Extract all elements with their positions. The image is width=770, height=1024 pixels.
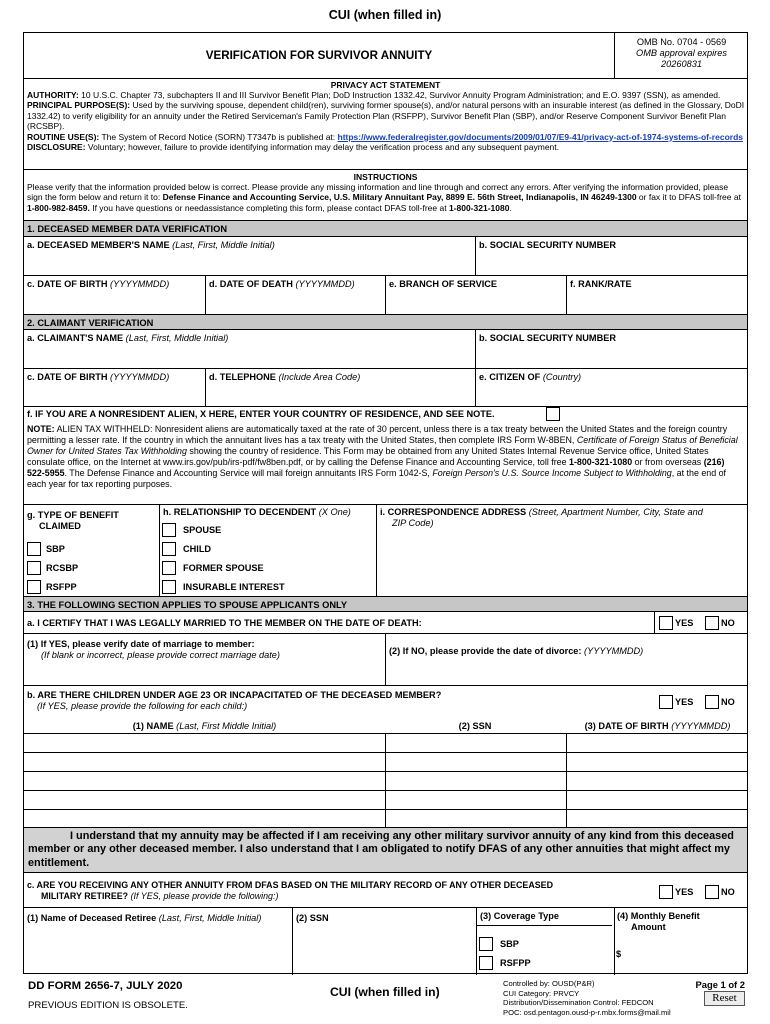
benefit-type-label: g. TYPE OF BENEFIT CLAIMED <box>27 510 119 531</box>
divorce-date-label: (2) If NO, please provide the date of divorce: (YYYYMMDD) <box>389 646 644 656</box>
rcsbp-checkbox[interactable] <box>27 561 41 575</box>
insurable-interest-checkbox[interactable] <box>162 580 176 594</box>
children-yes-label: YES <box>675 697 694 707</box>
form-number: DD FORM 2656-7, JULY 2020 <box>28 980 183 992</box>
monthly-benefit-label: (4) Monthly Benefit Amount <box>617 911 700 932</box>
nonresident-checkbox[interactable] <box>546 407 560 421</box>
page-number: Page 1 of 2 <box>695 979 745 990</box>
other-annuity-no-label: NO <box>721 887 735 897</box>
form-title: VERIFICATION FOR SURVIVOR ANNUITY <box>205 49 433 62</box>
address-label: i. CORRESPONDENCE ADDRESS (Street, Apartment Number, City, State and ZIP Code) <box>380 507 703 528</box>
children-yes-checkbox[interactable] <box>659 695 673 709</box>
telephone-label: d. TELEPHONE (Include Area Code) <box>209 372 361 382</box>
coverage-rsfpp-checkbox[interactable] <box>479 956 493 970</box>
instructions-heading: INSTRUCTIONS <box>353 172 418 182</box>
table-row <box>24 771 747 772</box>
table-row <box>24 790 747 791</box>
claimant-name-label: a. CLAIMANT'S NAME (Last, First, Middle Initial) <box>27 333 229 343</box>
section-2-heading: 2. CLAIMANT VERIFICATION <box>24 314 747 330</box>
reset-button[interactable]: Reset <box>704 991 745 1006</box>
nonresident-label: f. IF YOU ARE A NONRESIDENT ALIEN, X HERE, ENTER YOUR COUNTRY OF RESIDENCE, AND SEE NOTE. <box>27 409 495 419</box>
coverage-sbp-label: SBP <box>500 939 519 949</box>
sbp-checkbox[interactable] <box>27 542 41 556</box>
married-no-checkbox[interactable] <box>705 616 719 630</box>
omb-approval: OMB approval expires <box>636 48 727 58</box>
deceased-dod-label: d. DATE OF DEATH (YYYYMMDD) <box>209 279 355 289</box>
married-yes-checkbox[interactable] <box>659 616 673 630</box>
cui-control-block: Controlled by: OUSD(P&R) CUI Category: PRVCY Distribution/Dissemination Control: FEDCON POC: osd.pentagon.ousd-p-r.mbx.forms@mail.mil <box>503 979 671 1017</box>
other-annuity-statement: I understand that my annuity may be affected if I am receiving any other military survivor annuity of any kind from this deceased member or any other deceased member. I also understand that I am obligated to notify DFAS of any other annuities that might affect my entitlement. <box>24 827 747 873</box>
child-ssn-col: (2) SSN <box>458 721 492 731</box>
child-checkbox[interactable] <box>162 542 176 556</box>
spouse-checkbox[interactable] <box>162 523 176 537</box>
coverage-rsfpp-label: RSFPP <box>500 958 531 968</box>
section-1-heading: 1. DECEASED MEMBER DATA VERIFICATION <box>24 220 747 237</box>
other-annuity-yes-checkbox[interactable] <box>659 885 673 899</box>
former-spouse-checkbox[interactable] <box>162 561 176 575</box>
sorn-link[interactable]: https://www.federalregister.gov/documents/2009/01/07/E9-41/privacy-act-of-1974-systems-of-records <box>337 131 743 142</box>
claimant-dob-label: c. DATE OF BIRTH (YYYYMMDD) <box>27 372 170 382</box>
married-no-label: NO <box>721 618 735 628</box>
instructions-body: Please verify that the information provided below is correct. Please provide any missing information and line through and correct any errors. After verifying the information provided, please sign the form below and return it to: Defense Finance and Accounting Service, U.S. Military Annuitant Pay, 8899 E. 56th Street, Indianapolis, IN 46249-1300 or fax it to DFAS toll-free at 1-800-982-8459. If you have questions or needassistance completing this form, please contact DFAS toll-free at 1-800-321-1080. <box>27 182 741 213</box>
rsfpp-label: RSFPP <box>46 582 77 592</box>
rsfpp-checkbox[interactable] <box>27 580 41 594</box>
deceased-ssn-label: b. SOCIAL SECURITY NUMBER <box>479 240 616 250</box>
branch-label: e. BRANCH OF SERVICE <box>389 279 498 289</box>
citizen-label: e. CITIZEN OF (Country) <box>479 372 582 382</box>
section-3-heading: 3. THE FOLLOWING SECTION APPLIES TO SPOUSE APPLICANTS ONLY <box>24 596 747 612</box>
other-annuity-label: c. ARE YOU RECEIVING ANY OTHER ANNUITY FROM DFAS BASED ON THE MILITARY RECORD OF ANY OTHER DECEASED MILITARY RETIREE? (If YES, please provide the following:) <box>27 880 553 901</box>
coverage-sbp-checkbox[interactable] <box>479 937 493 951</box>
previous-edition: PREVIOUS EDITION IS OBSOLETE. <box>28 1000 188 1011</box>
privacy-body: AUTHORITY: 10 U.S.C. Chapter 73, subchapters II and III Survivor Benefit Plan; DoD Instruction 1332.42, Survivor Annuity Program Administration; and E.O. 9397 (SSN), as amended. PRINCIPAL PURPOSE(S): Used by the surviving spouse, dependent child(ren), surviving former spouse(s), and/or natural persons with an insurable interest (as defined in the Glossary, DoDI 1332.42) to verify eligibility for an annuity under the Retired Serviceman's Family Protection Plan (RSFPP), Survivor Benefit Plan (SBP), and/or Reserve Component Survivor Benefit Plan (RCSBP). ROUTINE USE(S): The System of Record Notice (SORN) T7347b is published at: https://www.federalregister.gov/documents/2009/01/07/E9-41/privacy-act-of-1974-systems-of-records DISCLOSURE: Voluntary; however, failure to provide identifying information may delay the verification process and any subsequent payment. <box>27 90 745 153</box>
deceased-dob-label: c. DATE OF BIRTH (YYYYMMDD) <box>27 279 170 289</box>
married-yes-label: YES <box>675 618 694 628</box>
marriage-date-label: (1) If YES, please verify date of marriage to member: (If blank or incorrect, please provide correct marriage date) <box>27 639 280 660</box>
rcsbp-label: RCSBP <box>46 563 79 573</box>
insurable-interest-label: INSURABLE INTEREST <box>183 582 285 592</box>
cui-footer: CUI (when filled in) <box>330 985 440 999</box>
children-label: b. ARE THERE CHILDREN UNDER AGE 23 OR INCAPACITATED OF THE DECEASED MEMBER? (If YES, please provide the following for each child:) <box>27 690 442 711</box>
retiree-name-label: (1) Name of Deceased Retiree (Last, First, Middle Initial) <box>27 913 262 923</box>
child-label: CHILD <box>183 544 212 554</box>
dollar-sign: $ <box>616 949 622 959</box>
omb-block <box>614 37 749 70</box>
cui-header: CUI (when filled in) <box>328 8 442 22</box>
table-row <box>24 752 747 753</box>
coverage-type-label: (3) Coverage Type <box>480 911 559 921</box>
relationship-label: h. RELATIONSHIP TO DECENDENT (X One) <box>163 507 351 517</box>
retiree-ssn-label: (2) SSN <box>296 913 329 923</box>
omb-expires: 20260831 <box>661 59 702 69</box>
privacy-heading: PRIVACY ACT STATEMENT <box>330 80 441 90</box>
rank-label: f. RANK/RATE <box>570 279 632 289</box>
children-no-label: NO <box>721 697 735 707</box>
sbp-label: SBP <box>46 544 65 554</box>
alien-tax-note: NOTE: ALIEN TAX WITHHELD: Nonresident aliens are automatically taxed at the rate of 30 percent, unless there is a tax treaty between the United States and the foreign country permitting a lesser rate. If the country in which the annuitant lives has a tax treaty with the United States, then complete IRS Form W-8BEN, Certificate of Foreign Status of Beneficial Owner for United States Tax Withholding showing the country of residence. This Form may be obtained from any United States Internal Revenue Service office, United States consulate office, on the Internet at www.irs.gov/pub/irs-pdf/fw8ben.pdf, or by calling the Defense Finance and Accounting Service, toll free 1-800-321-1080 or from overseas (216) 522-5955. The Defense Finance and Accounting Service will mail foreign annuitants IRS Form 1042-S, Foreign Person's U.S. Source Income Subject to Withholding, at the end of each year for tax reporting purposes. <box>27 424 738 490</box>
former-spouse-label: FORMER SPOUSE <box>183 563 264 573</box>
other-annuity-no-checkbox[interactable] <box>705 885 719 899</box>
child-dob-col: (3) DATE OF BIRTH (YYYYMMDD) <box>584 721 731 731</box>
spouse-label: SPOUSE <box>183 525 222 535</box>
child-name-col: (1) NAME (Last, First Middle Initial) <box>132 721 277 731</box>
deceased-name-label: a. DECEASED MEMBER'S NAME (Last, First, Middle Initial) <box>27 240 275 250</box>
form-frame <box>23 32 748 974</box>
other-annuity-yes-label: YES <box>675 887 694 897</box>
table-row <box>24 809 747 810</box>
claimant-ssn-label: b. SOCIAL SECURITY NUMBER <box>479 333 616 343</box>
children-no-checkbox[interactable] <box>705 695 719 709</box>
married-certify-label: a. I CERTIFY THAT I WAS LEGALLY MARRIED TO THE MEMBER ON THE DATE OF DEATH: <box>27 618 422 628</box>
omb-number: OMB No. 0704 - 0569 <box>636 37 727 47</box>
